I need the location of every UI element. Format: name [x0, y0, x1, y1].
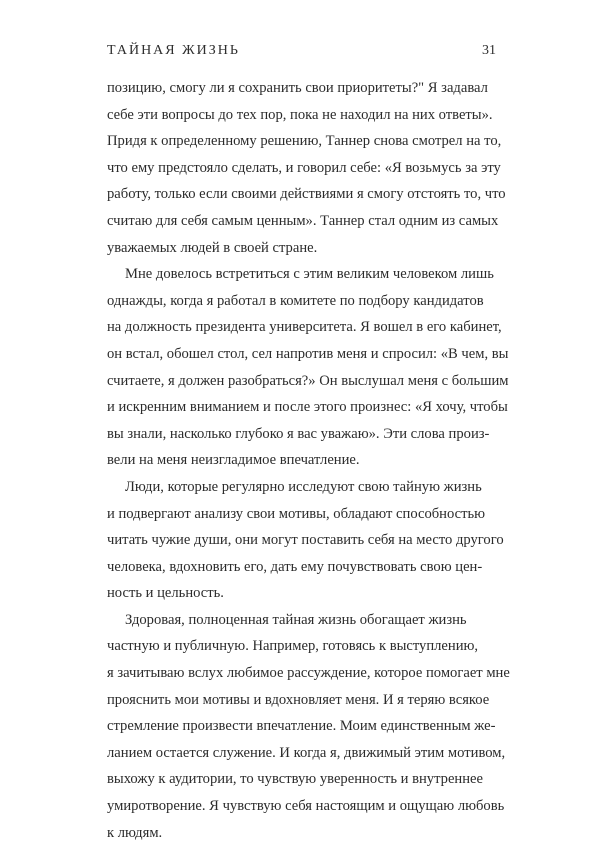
text-line: я зачитываю вслух любимое рассуждение, которое помогает мне: [107, 665, 510, 682]
text-line: Здоровая, полноценная тайная жизнь обогащает жизнь: [125, 611, 467, 628]
text-line: Придя к определенному решению, Таннер снова смотрел на то,: [107, 133, 502, 150]
text-line: позицию, смогу ли я сохранить свои приоритеты?" Я задавал: [107, 80, 488, 96]
text-line: Мне довелось встретиться с этим великим человеком лишь: [125, 266, 494, 283]
text-line: ность и цельность.: [107, 585, 224, 602]
text-line: ланием остается служение. И когда я, движимый этим мотивом,: [107, 744, 506, 761]
text-line: стремление произвести впечатление. Моим единственным же-: [107, 718, 496, 735]
text-line: вели на меня неизгладимое впечатление.: [107, 452, 360, 469]
text-line: работу, только если своими действиями я смогу отстоять то, что: [107, 186, 506, 203]
text-line: выхожу к аудитории, то чувствую уверенность и внутреннее: [107, 771, 484, 788]
text-line: человека, вдохновить его, дать ему почувствовать свою цен-: [107, 558, 483, 575]
text-line: прояснить мои мотивы и вдохновляет меня. И я теряю всякое: [107, 691, 490, 708]
text-line: вы знали, насколько глубоко я вас уважаю». Эти слова произ-: [107, 425, 490, 442]
text-line: к людям.: [107, 824, 163, 841]
text-line: себе эти вопросы до тех пор, пока не находил на них ответы».: [107, 106, 493, 123]
text-line: и подвергают анализу свои мотивы, обладают способностью: [107, 505, 486, 522]
text-line: что ему предстояло сделать, и говорил себе: «Я возьмусь за эту: [107, 159, 501, 176]
text-line: Люди, которые регулярно исследуют свою тайную жизнь: [125, 478, 482, 495]
running-head: ТАЙНАЯ ЖИЗНЬ: [107, 43, 240, 58]
text-line: читать чужие души, они могут поставить себя на место другого: [107, 532, 504, 549]
text-line: и искренним вниманием и после этого произнес: «Я хочу, чтобы: [107, 399, 508, 416]
text-line: считаете, я должен разобраться?» Он выслушал меня с большим: [107, 372, 509, 389]
page-number: 31: [482, 43, 496, 58]
text-line: уважаемых людей в своей стране.: [107, 239, 318, 256]
text-line: на должность президента университета. Я вошел в его кабинет,: [107, 319, 502, 336]
text-line: он встал, обошел стол, сел напротив меня и спросил: «В чем, вы: [107, 345, 509, 362]
text-line: однажды, когда я работал в комитете по подбору кандидатов: [107, 292, 484, 309]
body-text: [107, 75, 510, 846]
text-line: частную и публичную. Например, готовясь к выступлению,: [107, 638, 479, 655]
page-header: [107, 43, 496, 63]
text-line: умиротворение. Я чувствую себя настоящим и ощущаю любовь: [107, 798, 505, 815]
text-line: считаю для себя самым ценным». Таннер стал одним из самых: [107, 212, 499, 229]
